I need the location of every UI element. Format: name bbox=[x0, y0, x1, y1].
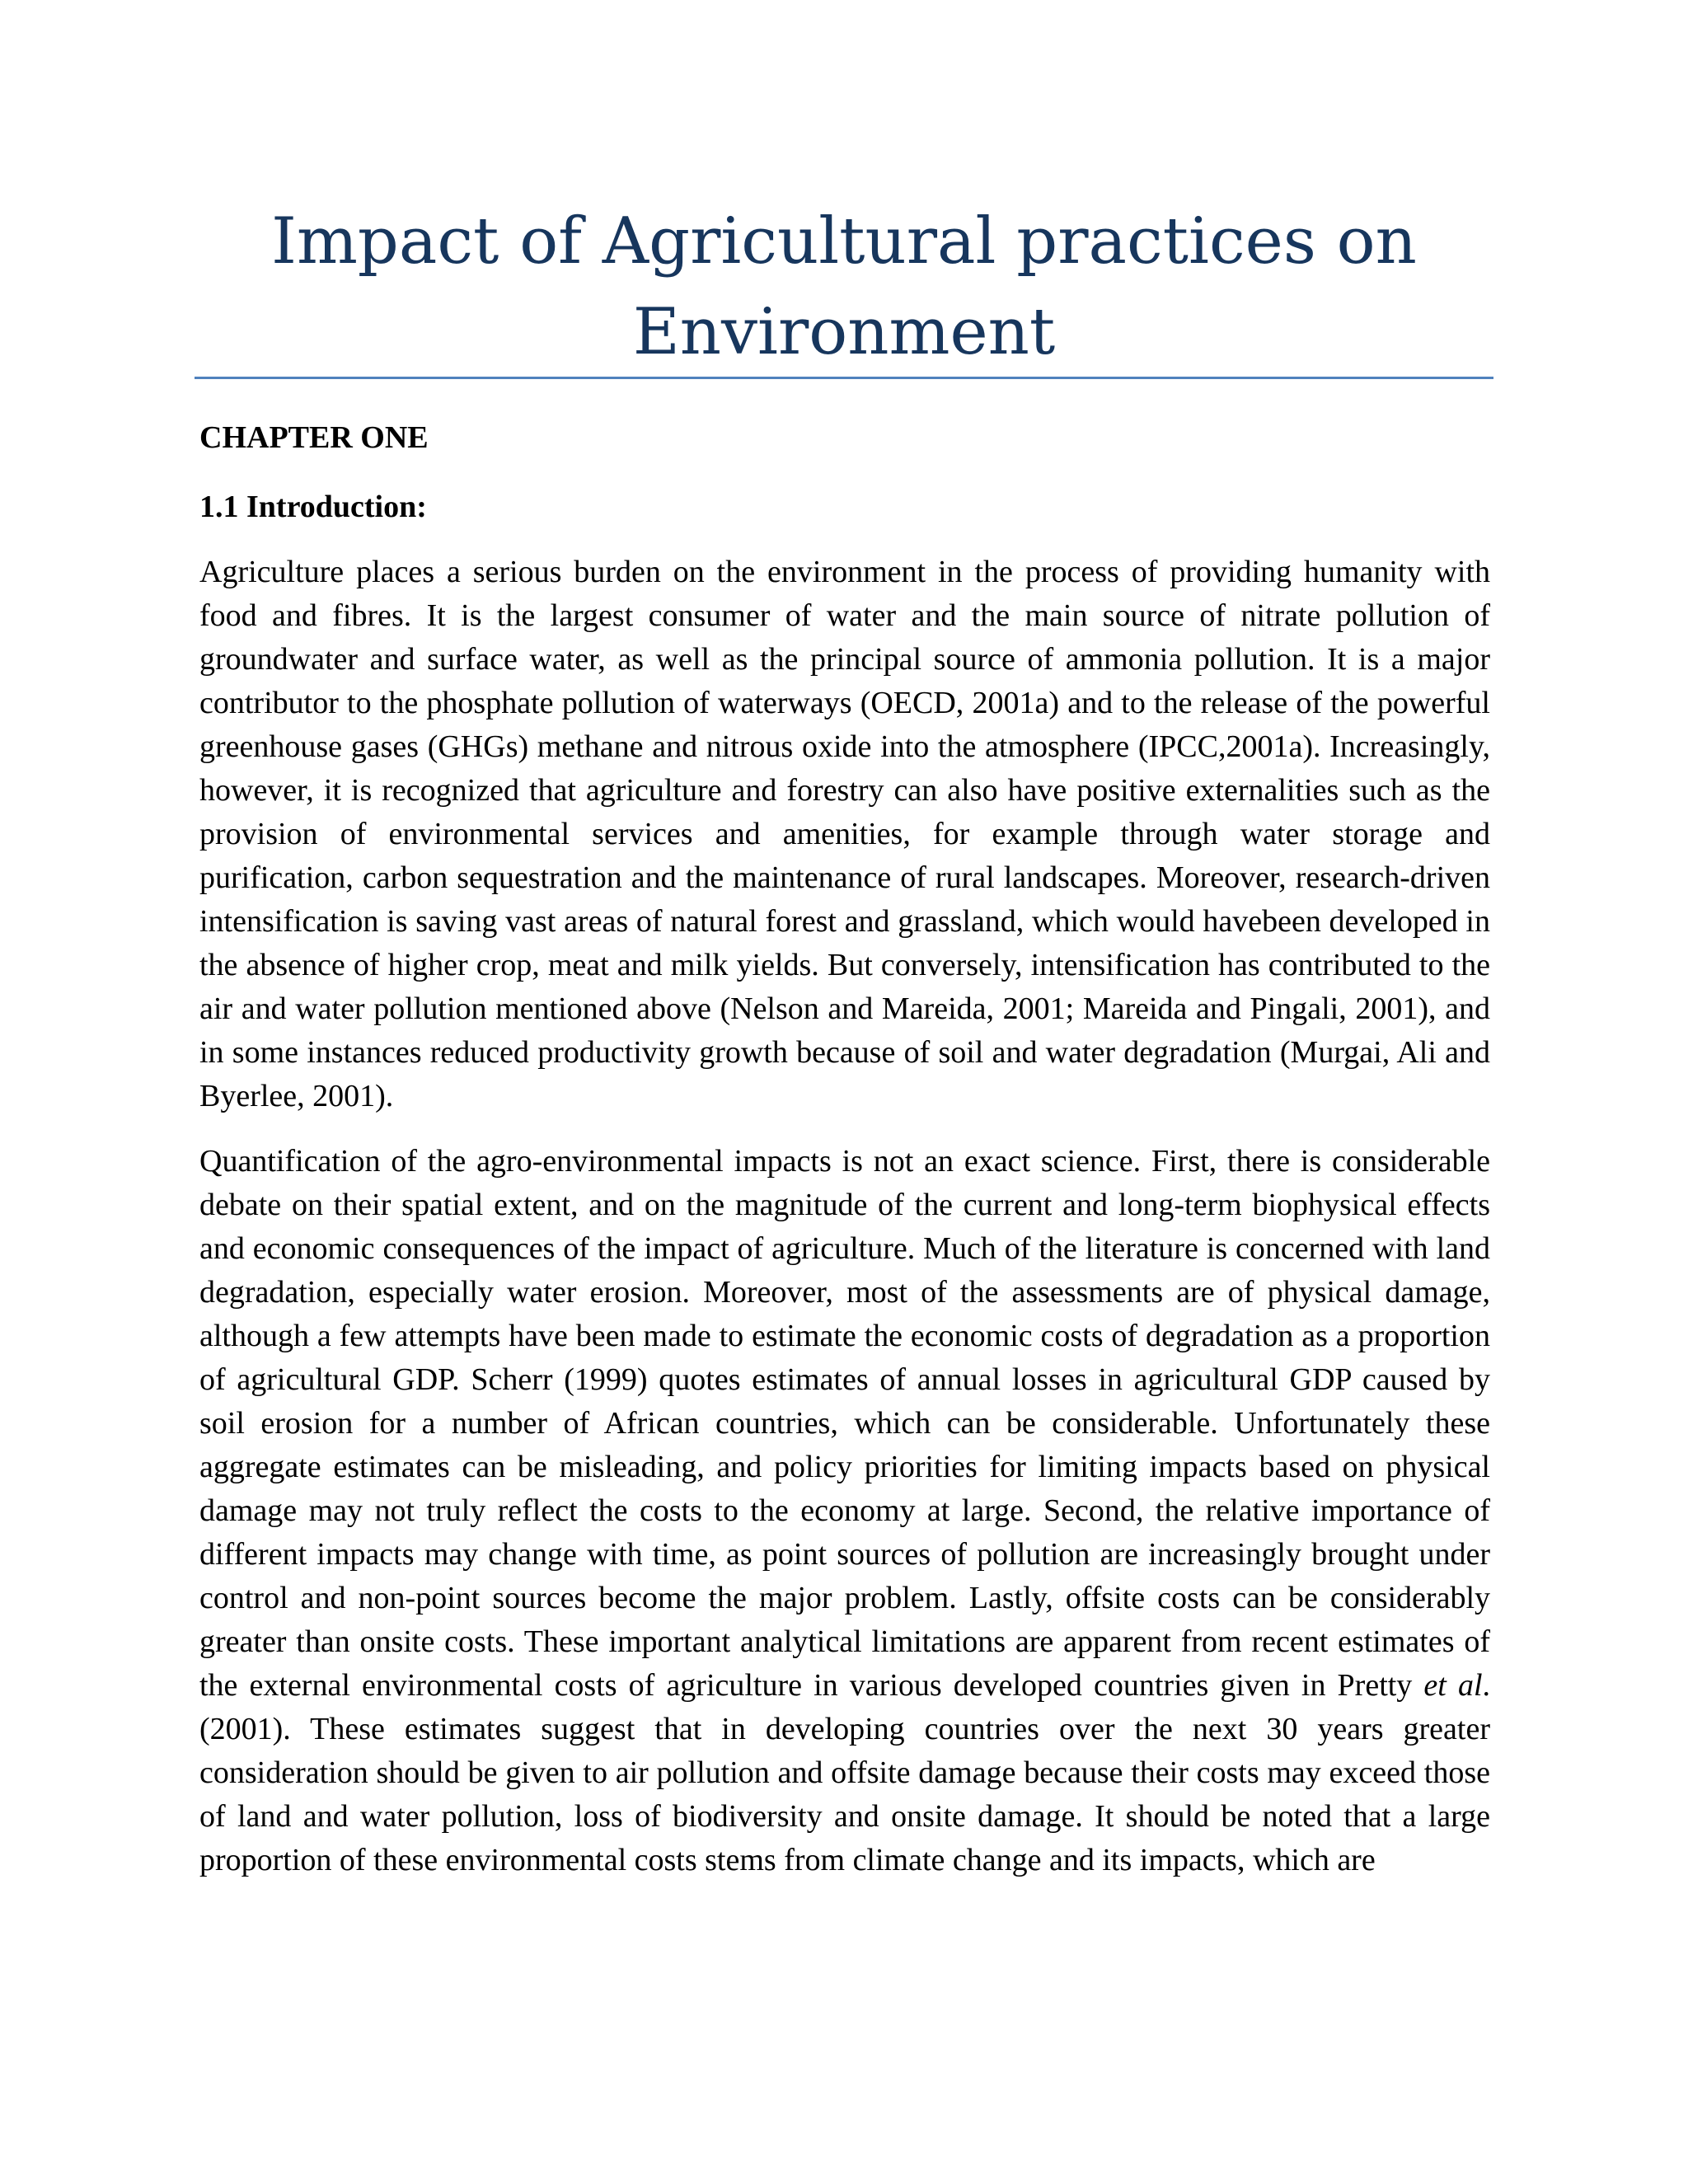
section-heading-introduction: 1.1 Introduction: bbox=[199, 490, 427, 524]
document-body bbox=[199, 416, 1490, 1904]
italic-citation-et-al: et al bbox=[1423, 1668, 1483, 1703]
title-underline-divider bbox=[195, 377, 1493, 379]
page-title: Impact of Agricultural practices on Environment bbox=[271, 204, 1417, 369]
introduction-paragraph-1: Agriculture places a serious burden on the environment in the process of providing humanity with food and fibres. It is the largest consumer of water and the main source of nitrate pollution of groundwater and surface water, as well as the principal source of ammonia pollution. It is a major contributor to the phosphate pollution of waterways (OECD, 2001a) and to the release of the powerful greenhouse gases (GHGs) methane and nitrous oxide into the atmosphere (IPCC,2001a). Increasingly, however, it is recognized that agriculture and forestry can also have positive externalities such as the provision of environmental services and amenities, for example through water storage and purification, carbon sequestration and the maintenance of rural landscapes. Moreover, research-driven intensification is saving vast areas of natural forest and grassland, which would havebeen developed in the absence of higher crop, meat and milk yields. But conversely, intensification has contributed to the air and water pollution mentioned above (Nelson and Mareida, 2001; Mareida and Pingali, 2001), and in some instances reduced productivity growth because of soil and water degradation (Murgai, Ali and Byerlee, 2001). bbox=[199, 555, 1490, 1113]
chapter-heading: CHAPTER ONE bbox=[199, 420, 429, 455]
paragraph-text-after-citation-italic: . (2001). These estimates suggest that in developing countries over the next 30 years greater consideration should be given to air pollution and offsite damage because their costs may exceed those of land and water pollution, loss of biodiversity and onsite damage. It should be noted that a large proportion of these environmental costs stems from climate change and its impacts, which are bbox=[199, 1668, 1491, 1877]
introduction-paragraph-2 bbox=[199, 1140, 1490, 1882]
paragraph-text-before-citation-italic: Quantification of the agro-environmental impacts is not an exact science. First, there is considerable debate on their spatial extent, and on the magnitude of the current and long-term biophysical effects and economic consequences of the impact of agriculture. Much of the literature is concerned with land degradation, especially water erosion. Moreover, most of the assessments are of physical damage, although a few attempts have been made to estimate the economic costs of degradation as a proportion of agricultural GDP. Scherr (1999) quotes estimates of annual losses in agricultural GDP caused by soil erosion for a number of African countries, which can be considerable. Unfortunately these aggregate estimates can be misleading, and policy priorities for limiting impacts based on physical damage may not truly reflect the costs to the economy at large. Second, the relative importance of different impacts may change with time, as point sources of pollution are increasingly brought under control and non-point sources become the major problem. Lastly, offsite costs can be considerably greater than onsite costs. These important analytical limitations are apparent from recent estimates of the external environmental costs of agriculture in various developed countries given in Pretty bbox=[199, 1144, 1490, 1703]
